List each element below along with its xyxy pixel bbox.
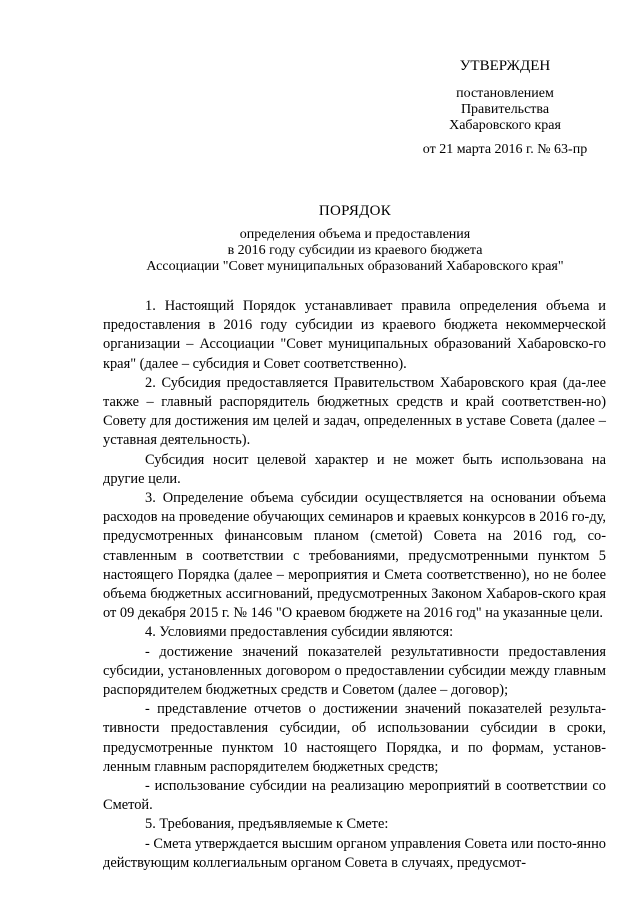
approval-heading: УТВЕРЖДЕН bbox=[459, 58, 551, 74]
document-body bbox=[103, 297, 606, 873]
paragraph: - представление отчетов о достижении значений показателей результа-тивности предоставления субсидии, об использовании субсидии в сроки, предусмотренные пунктом 10 настоящего Порядка, и по формам, установ-ленным главным распорядителем бюджетных средств; bbox=[103, 701, 606, 775]
paragraph: 3. Определение объема субсидии осуществляется на основании объема расходов на проведение обучающих семинаров и краевых конкурсов в 2016 го-ду, предусмотренных финансовым планом (сметой) Совета на 2016 год, со-ставленным в соответствии с требованиями, предусмотренными пунктом 5 настоящего Порядка (далее – мероприятия и Смета соответственно), но не более объема бюджетных ассигнований, предусмотренных Законом Хабаров-ского края от 09 декабря 2015 г. № 146 "О краевом бюджете на 2016 год" на указанные цели. bbox=[103, 490, 606, 622]
document-title-block bbox=[95, 203, 615, 275]
approval-date: от 21 марта 2016 г. № 63-пр bbox=[422, 142, 588, 157]
document-subtitle-3: Ассоциации "Совет муниципальных образований Хабаровского края" bbox=[146, 259, 564, 274]
approval-line-2: Правительства bbox=[460, 102, 550, 117]
approval-line-1: постановлением bbox=[456, 86, 554, 101]
paragraph: - использование субсидии на реализацию мероприятий в соответствии со Сметой. bbox=[103, 778, 606, 814]
paragraph: - Смета утверждается высшим органом управления Совета или посто-янно действующим коллегиальным органом Совета в случаях, предусмот- bbox=[103, 835, 606, 871]
paragraph: Субсидия носит целевой характер и не может быть использована на другие цели. bbox=[103, 451, 606, 487]
paragraph: 2. Субсидия предоставляется Правительством Хабаровского края (да-лее также – главный распорядитель бюджетных средств и край соответствен-но) Совету для достижения им целей и задач, определенных в уставе Совета (далее – уставная деятельность). bbox=[103, 374, 606, 449]
paragraph: 1. Настоящий Порядок устанавливает правила определения объема и предоставления в 2016 году субсидии из краевого бюджета некоммерческой организации – Ассоциации "Совет муниципальных образований Хабаровско-го края" (далее – субсидия и Совет соответственно). bbox=[103, 298, 606, 372]
document-subtitle-1: определения объема и предоставления bbox=[239, 227, 471, 242]
document-subtitle-2: в 2016 году субсидии из краевого бюджета bbox=[227, 243, 483, 258]
document-title: ПОРЯДОК bbox=[318, 203, 392, 219]
approval-line-3: Хабаровского края bbox=[449, 118, 561, 133]
paragraph: 5. Требования, предъявляемые к Смете: bbox=[145, 816, 389, 833]
approval-stamp bbox=[410, 58, 600, 158]
paragraph: - достижение значений показателей результативности предоставления субсидии, установленных договором о предоставлении субсидии между главным распорядителем бюджетных средств и Советом (далее – договор); bbox=[103, 643, 606, 699]
paragraph: 4. Условиями предоставления субсидии являются: bbox=[145, 624, 454, 641]
